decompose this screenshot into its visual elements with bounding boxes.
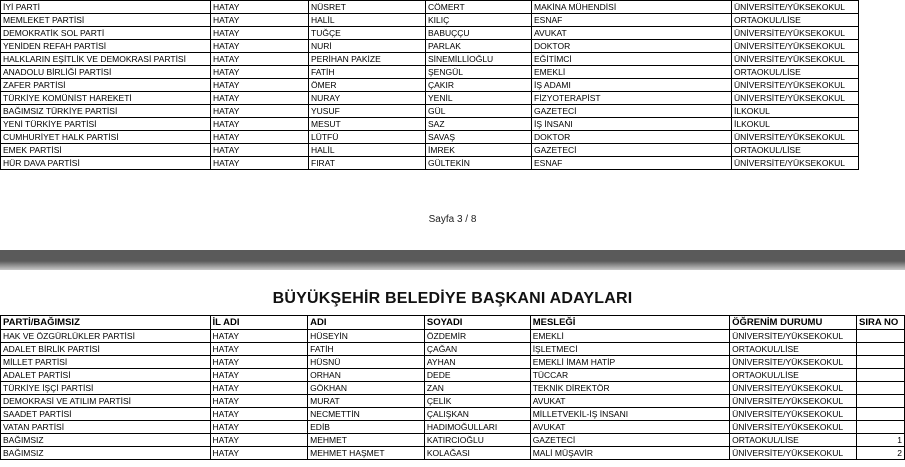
- cell-surname: İMREK: [426, 144, 532, 157]
- cell-education: ORTAOKUL/LİSE: [732, 144, 859, 157]
- cell-province: HATAY: [210, 343, 308, 356]
- cell-surname: DEDE: [424, 369, 530, 382]
- cell-first-name: HALİL: [309, 14, 426, 27]
- table-row: [1, 447, 905, 460]
- cell-first-name: NÜSRET: [309, 1, 426, 14]
- table-row: [1, 1, 859, 14]
- cell-first-name: MEHMET HAŞMET: [308, 447, 425, 460]
- table-row: [1, 157, 859, 170]
- table-row: [1, 27, 859, 40]
- cell-education: ÜNİVERSİTE/YÜKSEKOKUL: [730, 330, 857, 343]
- cell-order-number: [857, 343, 905, 356]
- cell-occupation: ESNAF: [532, 157, 732, 170]
- table-row: [1, 105, 859, 118]
- previous-page-candidate-table: [0, 0, 859, 170]
- cell-province: HATAY: [210, 369, 308, 382]
- cell-surname: HADIMOĞULLARI: [424, 421, 530, 434]
- cell-education: ÜNİVERSİTE/YÜKSEKOKUL: [732, 27, 859, 40]
- cell-education: ORTAOKUL/LİSE: [732, 66, 859, 79]
- cell-occupation: GAZETECİ: [532, 144, 732, 157]
- cell-first-name: ORHAN: [308, 369, 425, 382]
- cell-province: HATAY: [210, 330, 308, 343]
- cell-surname: ÇELİK: [424, 395, 530, 408]
- cell-province: HATAY: [210, 382, 308, 395]
- cell-education: ÜNİVERSİTE/YÜKSEKOKUL: [732, 79, 859, 92]
- header-first-name: ADI: [308, 316, 425, 330]
- cell-education: ÜNİVERSİTE/YÜKSEKOKUL: [732, 40, 859, 53]
- cell-occupation: ESNAF: [532, 14, 732, 27]
- header-occupation: MESLEĞİ: [530, 316, 729, 330]
- cell-province: HATAY: [211, 66, 309, 79]
- cell-party: MİLLET PARTİSİ: [1, 356, 211, 369]
- cell-first-name: MEHMET: [308, 434, 425, 447]
- cell-occupation: TEKNİK DİREKTÖR: [530, 382, 729, 395]
- cell-first-name: GÖKHAN: [308, 382, 425, 395]
- cell-surname: SAVAŞ: [426, 131, 532, 144]
- cell-occupation: DOKTOR: [532, 40, 732, 53]
- cell-first-name: MURAT: [308, 395, 425, 408]
- cell-party: HAK VE ÖZGÜRLÜKLER PARTİSİ: [1, 330, 211, 343]
- cell-occupation: EMEKLİ: [530, 330, 729, 343]
- header-party: PARTİ/BAĞIMSIZ: [1, 316, 211, 330]
- cell-first-name: HALİL: [309, 144, 426, 157]
- cell-party: DEMOKRATİK SOL PARTİ: [1, 27, 211, 40]
- cell-province: HATAY: [211, 105, 309, 118]
- table-row: [1, 408, 905, 421]
- cell-party: VATAN PARTİSİ: [1, 421, 211, 434]
- page-number: Sayfa 3 / 8: [428, 214, 477, 225]
- cell-party: MEMLEKET PARTİSİ: [1, 14, 211, 27]
- cell-education: İLKOKUL: [732, 118, 859, 131]
- cell-province: HATAY: [210, 447, 308, 460]
- cell-surname: GÜLTEKİN: [426, 157, 532, 170]
- table-row: [1, 434, 905, 447]
- cell-surname: PARLAK: [426, 40, 532, 53]
- cell-education: ORTAOKUL/LİSE: [730, 369, 857, 382]
- cell-surname: ZAN: [424, 382, 530, 395]
- cell-province: HATAY: [211, 27, 309, 40]
- cell-party: ZAFER PARTİSİ: [1, 79, 211, 92]
- cell-education: ÜNİVERSİTE/YÜKSEKOKUL: [732, 1, 859, 14]
- cell-party: EMEK PARTİSİ: [1, 144, 211, 157]
- cell-occupation: İŞ İNSANI: [532, 118, 732, 131]
- cell-province: HATAY: [210, 356, 308, 369]
- cell-occupation: GAZETECİ: [530, 434, 729, 447]
- cell-party: HALKLARIN EŞİTLİK VE DEMOKRASİ PARTİSİ: [1, 53, 211, 66]
- table-row: [1, 92, 859, 105]
- cell-surname: ÇAĞAN: [424, 343, 530, 356]
- cell-education: ÜNİVERSİTE/YÜKSEKOKUL: [732, 53, 859, 66]
- cell-province: HATAY: [210, 408, 308, 421]
- cell-province: HATAY: [211, 157, 309, 170]
- cell-education: ÜNİVERSİTE/YÜKSEKOKUL: [730, 447, 857, 460]
- table-row: [1, 356, 905, 369]
- cell-occupation: AVUKAT: [530, 395, 729, 408]
- cell-first-name: FATİH: [308, 343, 425, 356]
- cell-first-name: FIRAT: [309, 157, 426, 170]
- cell-first-name: EDİB: [308, 421, 425, 434]
- cell-party: DEMOKRASİ VE ATILIM PARTİSİ: [1, 395, 211, 408]
- cell-order-number: [857, 382, 905, 395]
- cell-surname: ÇAKIR: [426, 79, 532, 92]
- cell-order-number: [857, 395, 905, 408]
- cell-surname: CÖMERT: [426, 1, 532, 14]
- cell-surname: KOLAĞASI: [424, 447, 530, 460]
- cell-first-name: NURAY: [309, 92, 426, 105]
- cell-occupation: EĞİTİMCİ: [532, 53, 732, 66]
- cell-province: HATAY: [210, 421, 308, 434]
- cell-province: HATAY: [211, 1, 309, 14]
- table-row: [1, 330, 905, 343]
- cell-province: HATAY: [211, 144, 309, 157]
- cell-party: ANADOLU BİRLİĞİ PARTİSİ: [1, 66, 211, 79]
- cell-occupation: GAZETECİ: [532, 105, 732, 118]
- table-row: [1, 79, 859, 92]
- cell-occupation: AVUKAT: [532, 27, 732, 40]
- cell-province: HATAY: [211, 53, 309, 66]
- cell-education: İLKOKUL: [732, 105, 859, 118]
- cell-province: HATAY: [211, 14, 309, 27]
- header-surname: SOYADI: [424, 316, 530, 330]
- cell-first-name: LÜTFÜ: [309, 131, 426, 144]
- cell-party: BAĞIMSIZ TÜRKİYE PARTİSİ: [1, 105, 211, 118]
- cell-order-number: [857, 330, 905, 343]
- mayor-candidates-table-body: [1, 330, 905, 460]
- cell-surname: SAZ: [426, 118, 532, 131]
- cell-party: YENİ TÜRKİYE PARTİSİ: [1, 118, 211, 131]
- section-title: BÜYÜKŞEHİR BELEDİYE BAŞKANI ADAYLARI: [272, 290, 633, 307]
- cell-surname: ŞENGÜL: [426, 66, 532, 79]
- cell-occupation: MALİ MÜŞAVİR: [530, 447, 729, 460]
- cell-surname: ÖZDEMİR: [424, 330, 530, 343]
- cell-party: BAĞIMSIZ: [1, 447, 211, 460]
- cell-surname: YENİL: [426, 92, 532, 105]
- cell-surname: KATIRCIOĞLU: [424, 434, 530, 447]
- cell-order-number: 2: [857, 447, 905, 460]
- cell-surname: KILIÇ: [426, 14, 532, 27]
- table-row: [1, 395, 905, 408]
- cell-party: İYİ PARTİ: [1, 1, 211, 14]
- cell-province: HATAY: [211, 131, 309, 144]
- table-row: [1, 118, 859, 131]
- cell-party: HÜR DAVA PARTİSİ: [1, 157, 211, 170]
- cell-province: HATAY: [211, 118, 309, 131]
- cell-education: ÜNİVERSİTE/YÜKSEKOKUL: [730, 395, 857, 408]
- cell-order-number: [857, 369, 905, 382]
- cell-order-number: [857, 421, 905, 434]
- cell-party: ADALET PARTİSİ: [1, 369, 211, 382]
- table-row: [1, 40, 859, 53]
- cell-education: ORTAOKUL/LİSE: [730, 343, 857, 356]
- cell-province: HATAY: [211, 79, 309, 92]
- cell-party: ADALET BİRLİK PARTİSİ: [1, 343, 211, 356]
- cell-education: ÜNİVERSİTE/YÜKSEKOKUL: [730, 408, 857, 421]
- cell-occupation: DOKTOR: [532, 131, 732, 144]
- cell-occupation: FİZYOTERAPİST: [532, 92, 732, 105]
- table-row: [1, 14, 859, 27]
- header-education: ÖĞRENİM DURUMU: [730, 316, 857, 330]
- cell-surname: SİNEMİLLİOĞLU: [426, 53, 532, 66]
- cell-occupation: MİLLETVEKİL-İŞ İNSANI: [530, 408, 729, 421]
- cell-education: ÜNİVERSİTE/YÜKSEKOKUL: [732, 131, 859, 144]
- cell-surname: AYHAN: [424, 356, 530, 369]
- header-province: İL ADI: [210, 316, 308, 330]
- cell-province: HATAY: [211, 92, 309, 105]
- cell-first-name: HÜSNÜ: [308, 356, 425, 369]
- cell-province: HATAY: [210, 395, 308, 408]
- cell-party: YENİDEN REFAH PARTİSİ: [1, 40, 211, 53]
- cell-party: SAADET PARTİSİ: [1, 408, 211, 421]
- cell-education: ÜNİVERSİTE/YÜKSEKOKUL: [730, 421, 857, 434]
- cell-education: ÜNİVERSİTE/YÜKSEKOKUL: [730, 382, 857, 395]
- table-row: [1, 53, 859, 66]
- table-row: [1, 382, 905, 395]
- table-row: [1, 421, 905, 434]
- cell-province: HATAY: [211, 40, 309, 53]
- header-row: [1, 316, 905, 330]
- cell-party: TÜRKİYE İŞÇİ PARTİSİ: [1, 382, 211, 395]
- table-row: [1, 343, 905, 356]
- table-row: [1, 66, 859, 79]
- cell-occupation: İŞ ADAMI: [532, 79, 732, 92]
- cell-first-name: HÜSEYİN: [308, 330, 425, 343]
- table-header: [1, 316, 905, 330]
- header-order-number: SIRA NO: [857, 316, 905, 330]
- cell-occupation: AVUKAT: [530, 421, 729, 434]
- cell-occupation: EMEKLİ İMAM HATİP: [530, 356, 729, 369]
- cell-first-name: YUSUF: [309, 105, 426, 118]
- cell-first-name: PERİHAN PAKİZE: [309, 53, 426, 66]
- cell-order-number: [857, 408, 905, 421]
- cell-occupation: EMEKLİ: [532, 66, 732, 79]
- cell-party: CUMHURİYET HALK PARTİSİ: [1, 131, 211, 144]
- cell-first-name: MESUT: [309, 118, 426, 131]
- cell-party: TÜRKİYE KOMÜNİST HAREKETİ: [1, 92, 211, 105]
- cell-education: ORTAOKUL/LİSE: [732, 14, 859, 27]
- cell-occupation: İŞLETMECİ: [530, 343, 729, 356]
- cell-surname: ÇALIŞKAN: [424, 408, 530, 421]
- cell-education: ÜNİVERSİTE/YÜKSEKOKUL: [732, 157, 859, 170]
- table-row: [1, 144, 859, 157]
- mayor-candidates-table: [0, 315, 905, 460]
- cell-party: BAĞIMSIZ: [1, 434, 211, 447]
- cell-first-name: TUĞÇE: [309, 27, 426, 40]
- cell-province: HATAY: [210, 434, 308, 447]
- cell-education: ÜNİVERSİTE/YÜKSEKOKUL: [732, 92, 859, 105]
- table-row: [1, 131, 859, 144]
- cell-education: ORTAOKUL/LİSE: [730, 434, 857, 447]
- cell-first-name: NECMETTİN: [308, 408, 425, 421]
- page-break-separator: [0, 250, 905, 270]
- cell-education: ÜNİVERSİTE/YÜKSEKOKUL: [730, 356, 857, 369]
- cell-occupation: MAKİNA MÜHENDİSİ: [532, 1, 732, 14]
- cell-surname: BABUÇÇU: [426, 27, 532, 40]
- cell-first-name: NURİ: [309, 40, 426, 53]
- table-row: [1, 369, 905, 382]
- cell-first-name: FATİH: [309, 66, 426, 79]
- cell-first-name: ÖMER: [309, 79, 426, 92]
- cell-order-number: [857, 356, 905, 369]
- previous-page-table-body: [1, 1, 859, 170]
- cell-occupation: TÜCCAR: [530, 369, 729, 382]
- cell-surname: GÜL: [426, 105, 532, 118]
- cell-order-number: 1: [857, 434, 905, 447]
